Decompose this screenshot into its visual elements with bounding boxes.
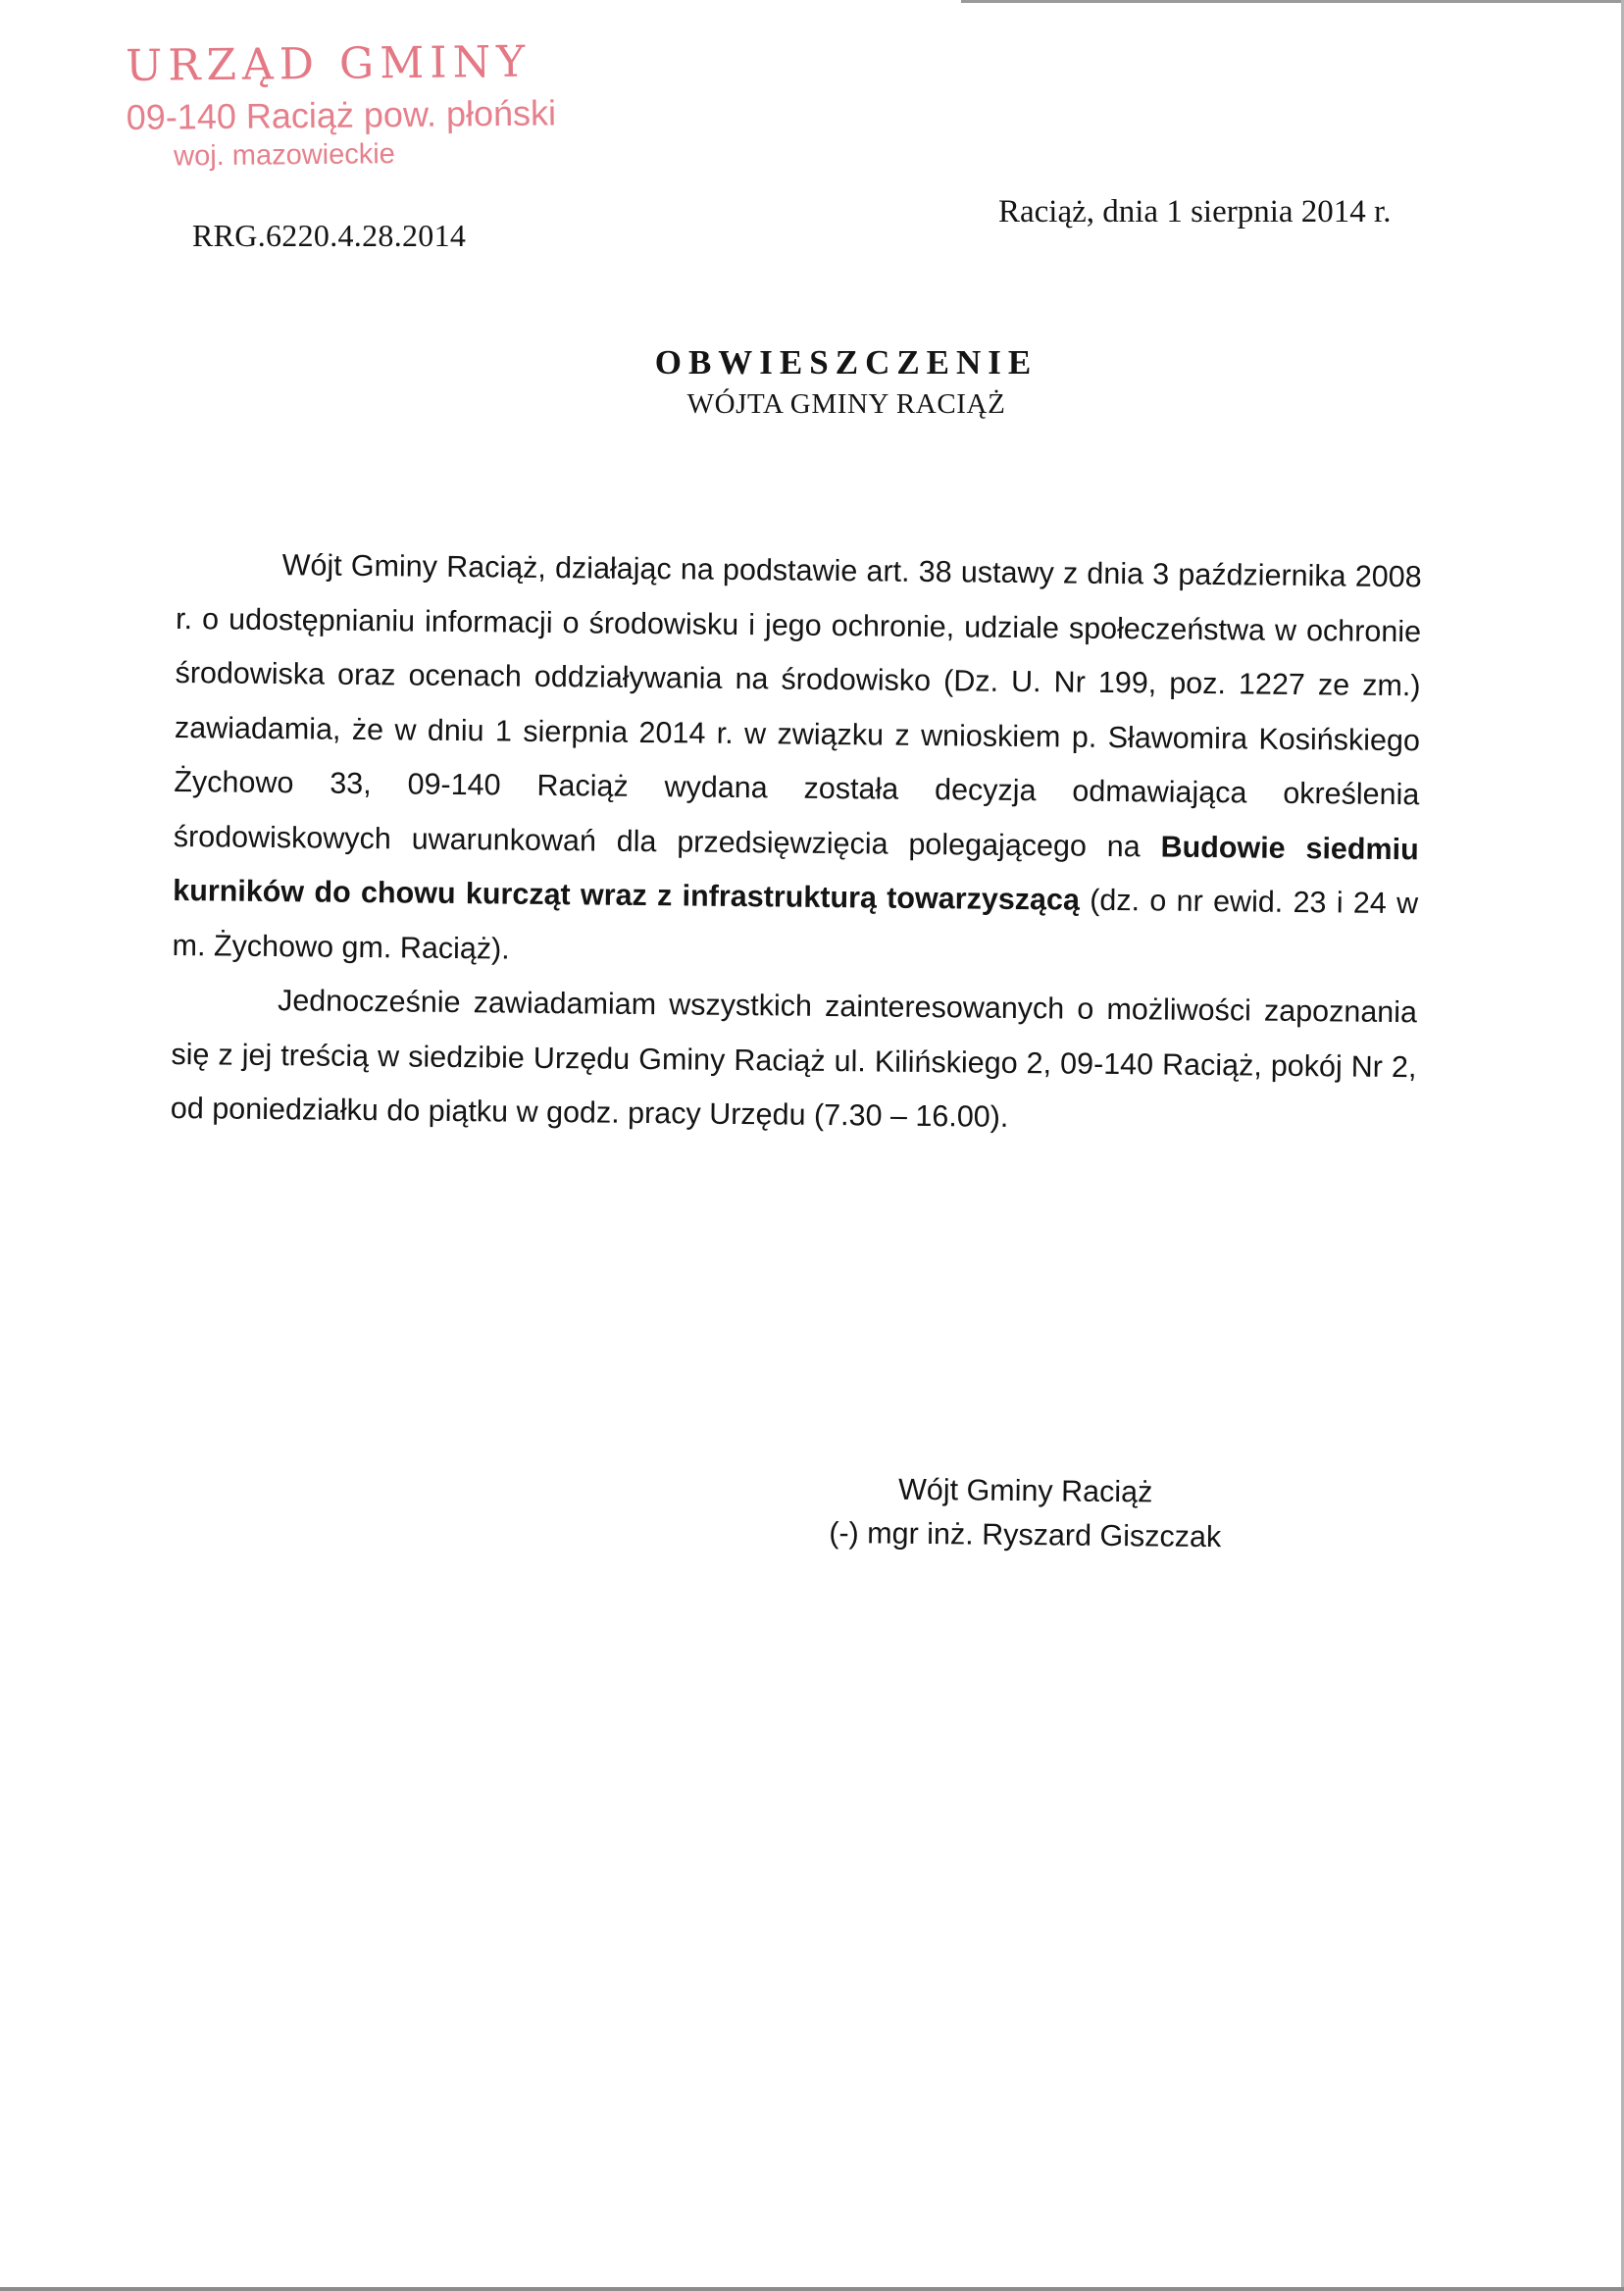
- notice-body: [171, 537, 1422, 1149]
- scan-edge-top: [961, 0, 1624, 3]
- stamp-office-name: URZĄD GMINY: [125, 36, 532, 91]
- paragraph-1-text: Wójt Gminy Raciąż, działając na podstawie art. 38 ustawy z dnia 3 października 2008 r. o udostępnianiu informacji o środowisku i jego ochronie, udziale społeczeństwa w ochronie środowiska oraz ocenach oddziaływania na środowisko (Dz. U. Nr 199, poz. 1227 ze zm.) zawiadamia, że w dniu 1 sierpnia 2014 r. w związku z wnioskiem p. Sławomira Kosińskiego Żychowo 33, 09-140 Raciąż wydana została decyzja odmawiająca określenia środowiskowych uwarunkowań dla przedsięwzięcia polegającego na: [173, 548, 1422, 864]
- project-name: Budowie siedmiu kurników do chowu kurcząt wraz z infrastrukturą towarzyszącą: [173, 830, 1419, 917]
- paragraph-1-location: (dz. o nr ewid. 23 i 24 w m. Żychowo gm. Raciąż).: [172, 883, 1419, 966]
- notice-paragraph-1: [172, 537, 1422, 986]
- document-subtitle: WÓJTA GMINY RACIĄŻ: [686, 388, 1006, 420]
- document-title: OBWIESZCZENIE: [654, 343, 1039, 382]
- notice-paragraph-2: Jednocześnie zawiadamiam wszystkich zainteresowanych o możliwości zapoznania się z jej treścią w siedzibie Urzędu Gminy Raciąż ul. Kilińskiego 2, 09-140 Raciąż, pokój Nr 2, od poniedziałku do piątku w godz. pracy Urzędu (7.30 – 16.00).: [170, 984, 1418, 1134]
- stamp-address: 09-140 Raciąż pow. płoński: [126, 92, 557, 137]
- signatory-title: Wójt Gminy Raciąż: [897, 1472, 1153, 1509]
- reference-number: RRG.6220.4.28.2014: [192, 218, 467, 253]
- document-date: Raciąż, dnia 1 sierpnia 2014 r.: [998, 194, 1392, 229]
- scan-edge-bottom: [0, 2287, 1624, 2291]
- office-stamp: [125, 36, 557, 173]
- signature-block: [829, 1467, 1222, 1559]
- stamp-voivodeship: woj. mazowieckie: [174, 138, 395, 173]
- signatory-name: (-) mgr inż. Ryszard Giszczak: [829, 1515, 1222, 1554]
